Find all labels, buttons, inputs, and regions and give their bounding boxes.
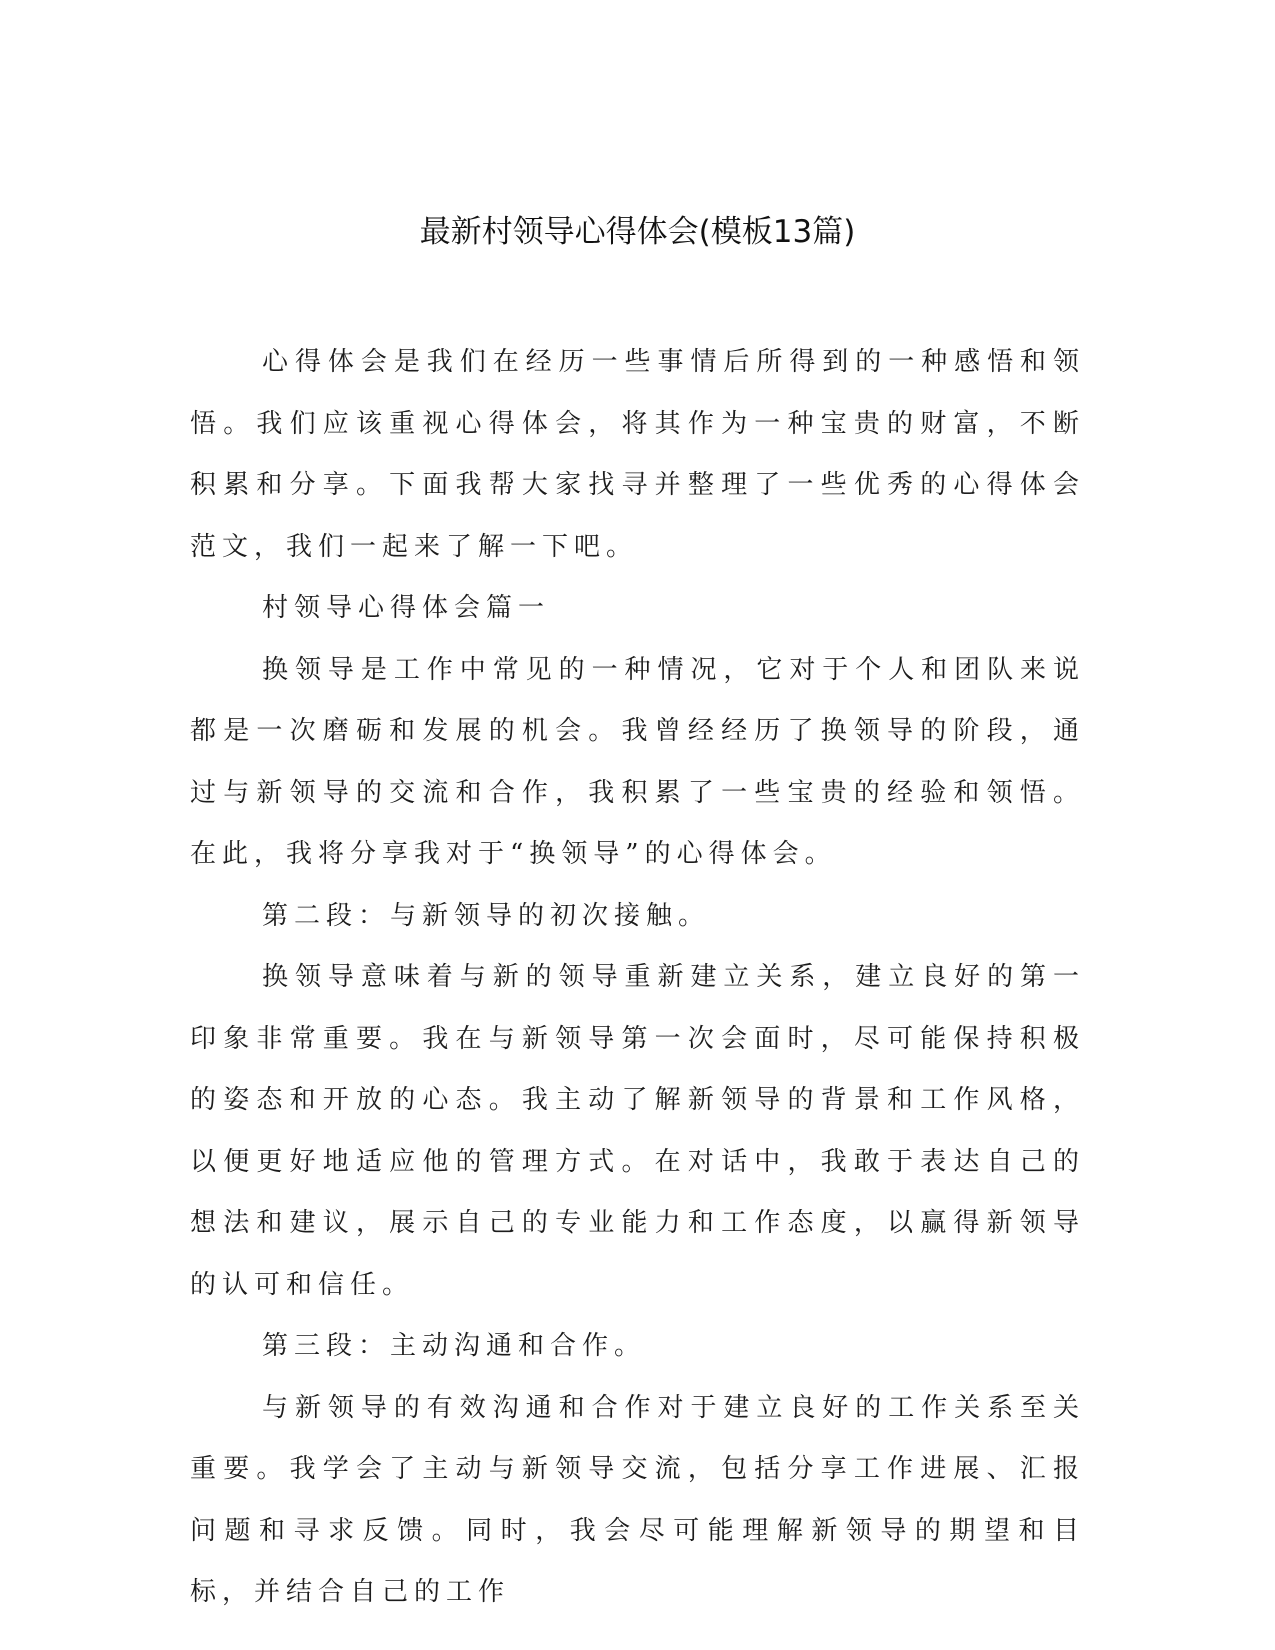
section-heading-part-two: 第二段：与新领导的初次接触。 — [262, 900, 711, 931]
body-paragraph: 换领导是工作中常见的一种情况，它对于个人和团队来说都是一次磨砺和发展的机会。我曾经经历了换领导的阶段，通过与新领导的交流和合作，我积累了一些宝贵的经验和领悟。在此，我将分享我对于“换领导”的心得体会。 — [190, 654, 1085, 869]
intro-paragraph: 心得体会是我们在经历一些事情后所得到的一种感悟和领悟。我们应该重视心得体会，将其作为一种宝贵的财富，不断积累和分享。下面我帮大家找寻并整理了一些优秀的心得体会范文，我们一起来了解一下吧。 — [190, 347, 1085, 562]
document-body — [190, 332, 1085, 1624]
body-paragraph: 与新领导的有效沟通和合作对于建立良好的工作关系至关重要。我学会了主动与新领导交流，包括分享工作进展、汇报问题和寻求反馈。同时，我会尽可能理解新领导的期望和目标，并结合自己的工作 — [190, 1392, 1085, 1607]
document-title: 最新村领导心得体会(模板13篇) — [419, 214, 856, 250]
section-heading-part-one: 村领导心得体会篇一 — [262, 593, 551, 623]
body-paragraph: 换领导意味着与新的领导重新建立关系，建立良好的第一印象非常重要。我在与新领导第一次会面时，尽可能保持积极的姿态和开放的心态。我主动了解新领导的背景和工作风格，以便更好地适应他的管理方式。在对话中，我敢于表达自己的想法和建议，展示自己的专业能力和工作态度，以赢得新领导的认可和信任。 — [190, 962, 1085, 1300]
section-heading-part-three: 第三段：主动沟通和合作。 — [262, 1331, 647, 1361]
